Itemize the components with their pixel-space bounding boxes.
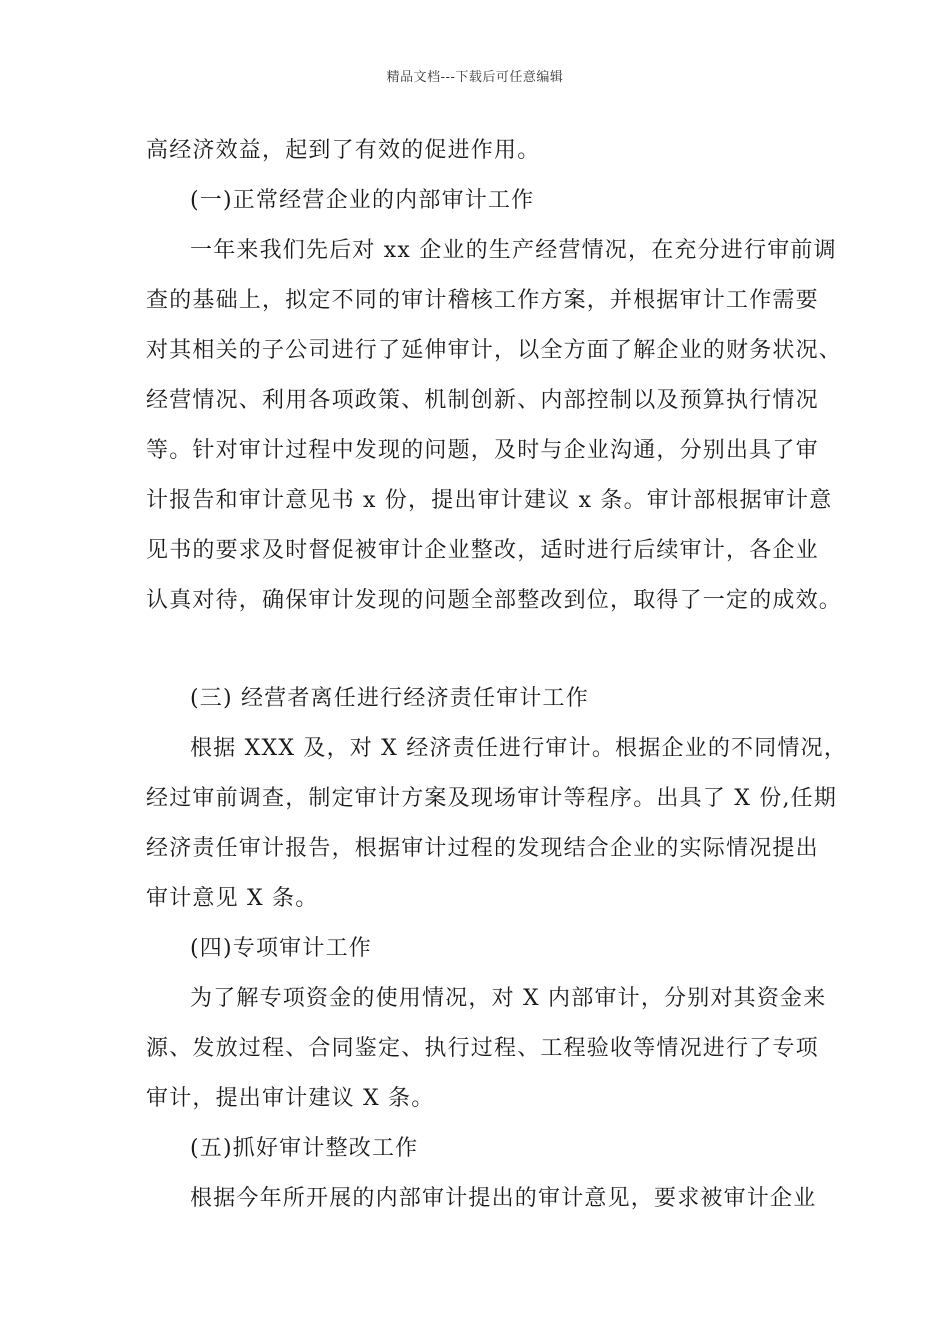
body-line: 查的基础上，拟定不同的审计稽核工作方案，并根据审计工作需要 <box>146 288 819 313</box>
body-line: 为了解专项资金的使用情况，对 X 内部审计，分别对其资金来 <box>190 986 827 1011</box>
body-line: 一年来我们先后对 xx 企业的生产经营情况，在充分进行审前调 <box>190 238 837 263</box>
section-heading: (一)正常经营企业的内部审计工作 <box>190 188 535 213</box>
body-line: 审计意见 X 条。 <box>146 886 319 911</box>
body-line: 审计，提出审计建议 X 条。 <box>146 1086 435 1111</box>
body-line: 经营情况、利用各项政策、机制创新、内部控制以及预算执行情况 <box>146 388 819 413</box>
body-line: 高经济效益，起到了有效的促进作用。 <box>146 138 541 163</box>
body-line: 根据今年所开展的内部审计提出的审计意见，要求被审计企业 <box>190 1186 817 1211</box>
section-heading: (五)抓好审计整改工作 <box>190 1136 419 1161</box>
section-heading: (四)专项审计工作 <box>190 936 372 961</box>
body-line: 计报告和审计意见书 x 份，提出审计建议 x 条。审计部根据审计意 <box>146 488 833 513</box>
body-line: 经过审前调查，制定审计方案及现场审计等程序。出具了 X 份,任期 <box>146 786 838 811</box>
body-line: 源、发放过程、合同鉴定、执行过程、工程验收等情况进行了专项 <box>146 1036 819 1061</box>
body-line: 根据 XXX 及，对 X 经济责任进行审计。根据企业的不同情况， <box>190 736 848 761</box>
body-line: 经济责任审计报告，根据审计过程的发现结合企业的实际情况提出 <box>146 836 819 861</box>
body-line: 见书的要求及时督促被审计企业整改，适时进行后续审计，各企业 <box>146 538 819 563</box>
body-line: 等。针对审计过程中发现的问题，及时与企业沟通，分别出具了审 <box>146 438 819 463</box>
body-line: 对其相关的子公司进行了延伸审计，以全方面了解企业的财务状况、 <box>146 338 843 363</box>
body-line: 认真对待，确保审计发现的问题全部整改到位，取得了一定的成效。 <box>146 588 843 613</box>
section-heading: (三) 经营者离任进行经济责任审计工作 <box>190 686 589 711</box>
page-header: 精品文档---下载后可任意编辑 <box>386 70 564 85</box>
